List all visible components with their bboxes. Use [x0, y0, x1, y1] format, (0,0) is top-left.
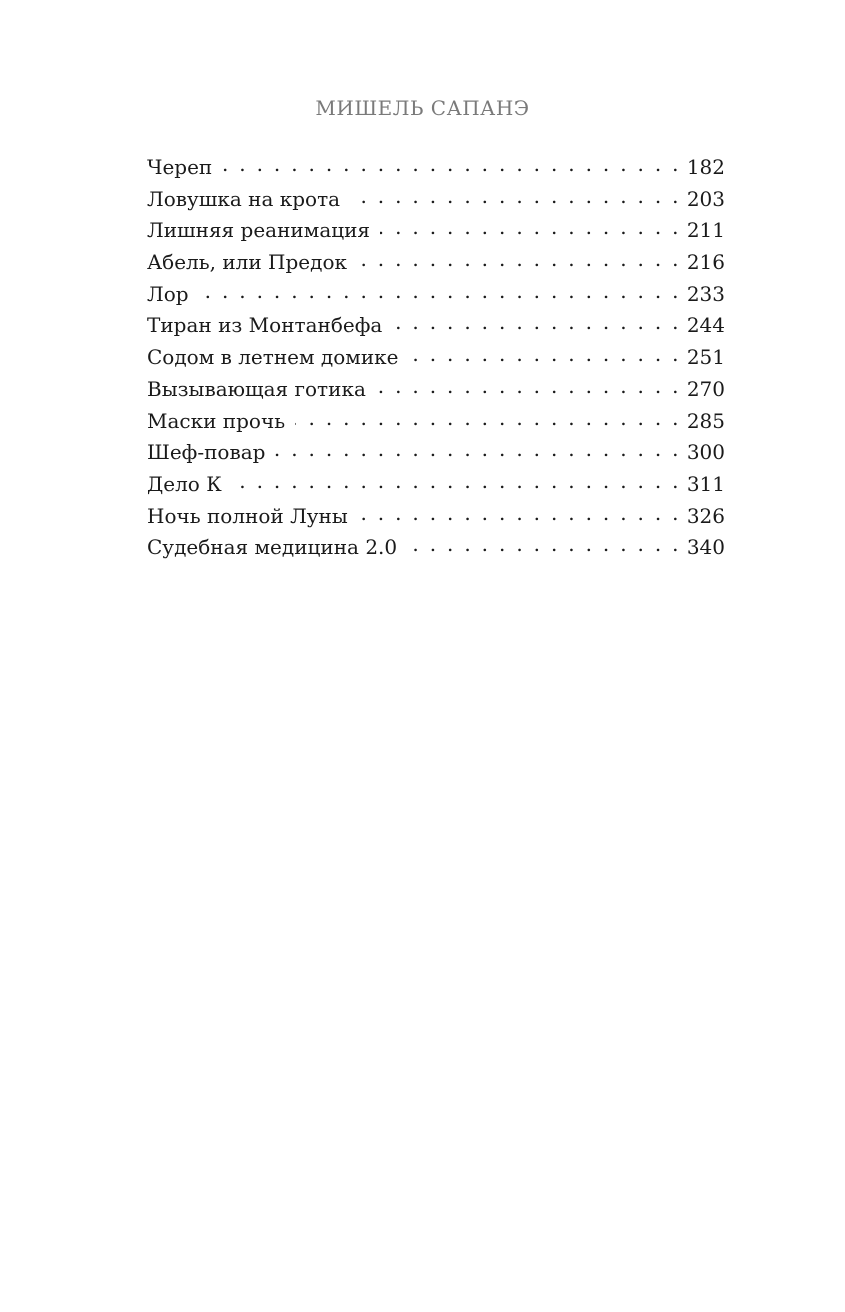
- toc-entry-title: Ловушка на крота: [147, 186, 341, 211]
- toc-entry-title: Череп: [147, 155, 213, 179]
- toc-entry: [147, 471, 725, 503]
- toc-entry-title: Ночь полной Луны: [147, 503, 348, 528]
- toc-entry-page: 244: [686, 313, 725, 338]
- toc-entry: [147, 312, 725, 344]
- toc-entry-title: Дело К: [147, 471, 222, 496]
- toc-dot-leader: [199, 281, 681, 301]
- toc-dot-leader: [295, 408, 681, 428]
- toc-entry-title: Содом в летнем домике: [147, 345, 399, 370]
- toc-entry: [147, 281, 725, 313]
- running-head: МИШЕЛЬ САПАНЭ: [315, 96, 530, 120]
- toc-entry-page: 233: [686, 281, 725, 306]
- toc-entry: [147, 344, 725, 376]
- toc-entry-page: 270: [686, 376, 725, 401]
- toc-entry-page: 285: [686, 408, 725, 433]
- toc-entry-page: 300: [686, 440, 725, 465]
- toc-dot-leader: [222, 154, 681, 174]
- toc-entry: [147, 217, 725, 249]
- toc-entry-page: 211: [686, 218, 725, 243]
- toc-entry-page: 340: [686, 535, 725, 560]
- toc-entry-title: Абель, или Предок: [147, 250, 347, 275]
- toc-entry: [147, 249, 725, 281]
- toc-entry-page: 251: [686, 345, 725, 370]
- toc-entry-page: 216: [686, 250, 725, 275]
- toc-entry: [147, 439, 725, 471]
- toc-entry-title: Лишняя реанимация: [147, 218, 371, 243]
- toc-entry-page: 203: [686, 186, 725, 211]
- toc-dot-leader: [380, 217, 681, 237]
- toc-entry-title: Лор: [147, 281, 189, 306]
- toc-dot-leader: [232, 471, 681, 491]
- toc-entry-title: Судебная медицина 2.0: [147, 535, 398, 560]
- toc-dot-leader: [357, 249, 681, 269]
- toc-entry-title: Шеф-повар: [147, 440, 266, 465]
- toc-entry-page: 326: [686, 503, 725, 528]
- toc-dot-leader: [407, 534, 681, 554]
- toc-entry: [147, 534, 725, 566]
- toc-dot-leader: [392, 312, 681, 332]
- toc-entry: [147, 154, 725, 186]
- table-of-contents: [147, 154, 725, 566]
- toc-dot-leader: [275, 439, 680, 459]
- toc-dot-leader: [358, 503, 681, 523]
- toc-dot-leader: [350, 186, 681, 206]
- toc-entry: [147, 186, 725, 218]
- toc-dot-leader: [409, 344, 681, 364]
- toc-entry-page: 311: [686, 471, 725, 496]
- toc-entry-page: 182: [686, 155, 725, 179]
- toc-entry-title: Вызывающая готика: [147, 376, 366, 401]
- toc-entry: [147, 408, 725, 440]
- toc-dot-leader: [376, 376, 681, 396]
- toc-entry: [147, 503, 725, 535]
- toc-entry-title: Маски прочь: [147, 408, 286, 433]
- toc-entry-title: Тиран из Монтанбефа: [147, 313, 383, 338]
- toc-entry: [147, 376, 725, 408]
